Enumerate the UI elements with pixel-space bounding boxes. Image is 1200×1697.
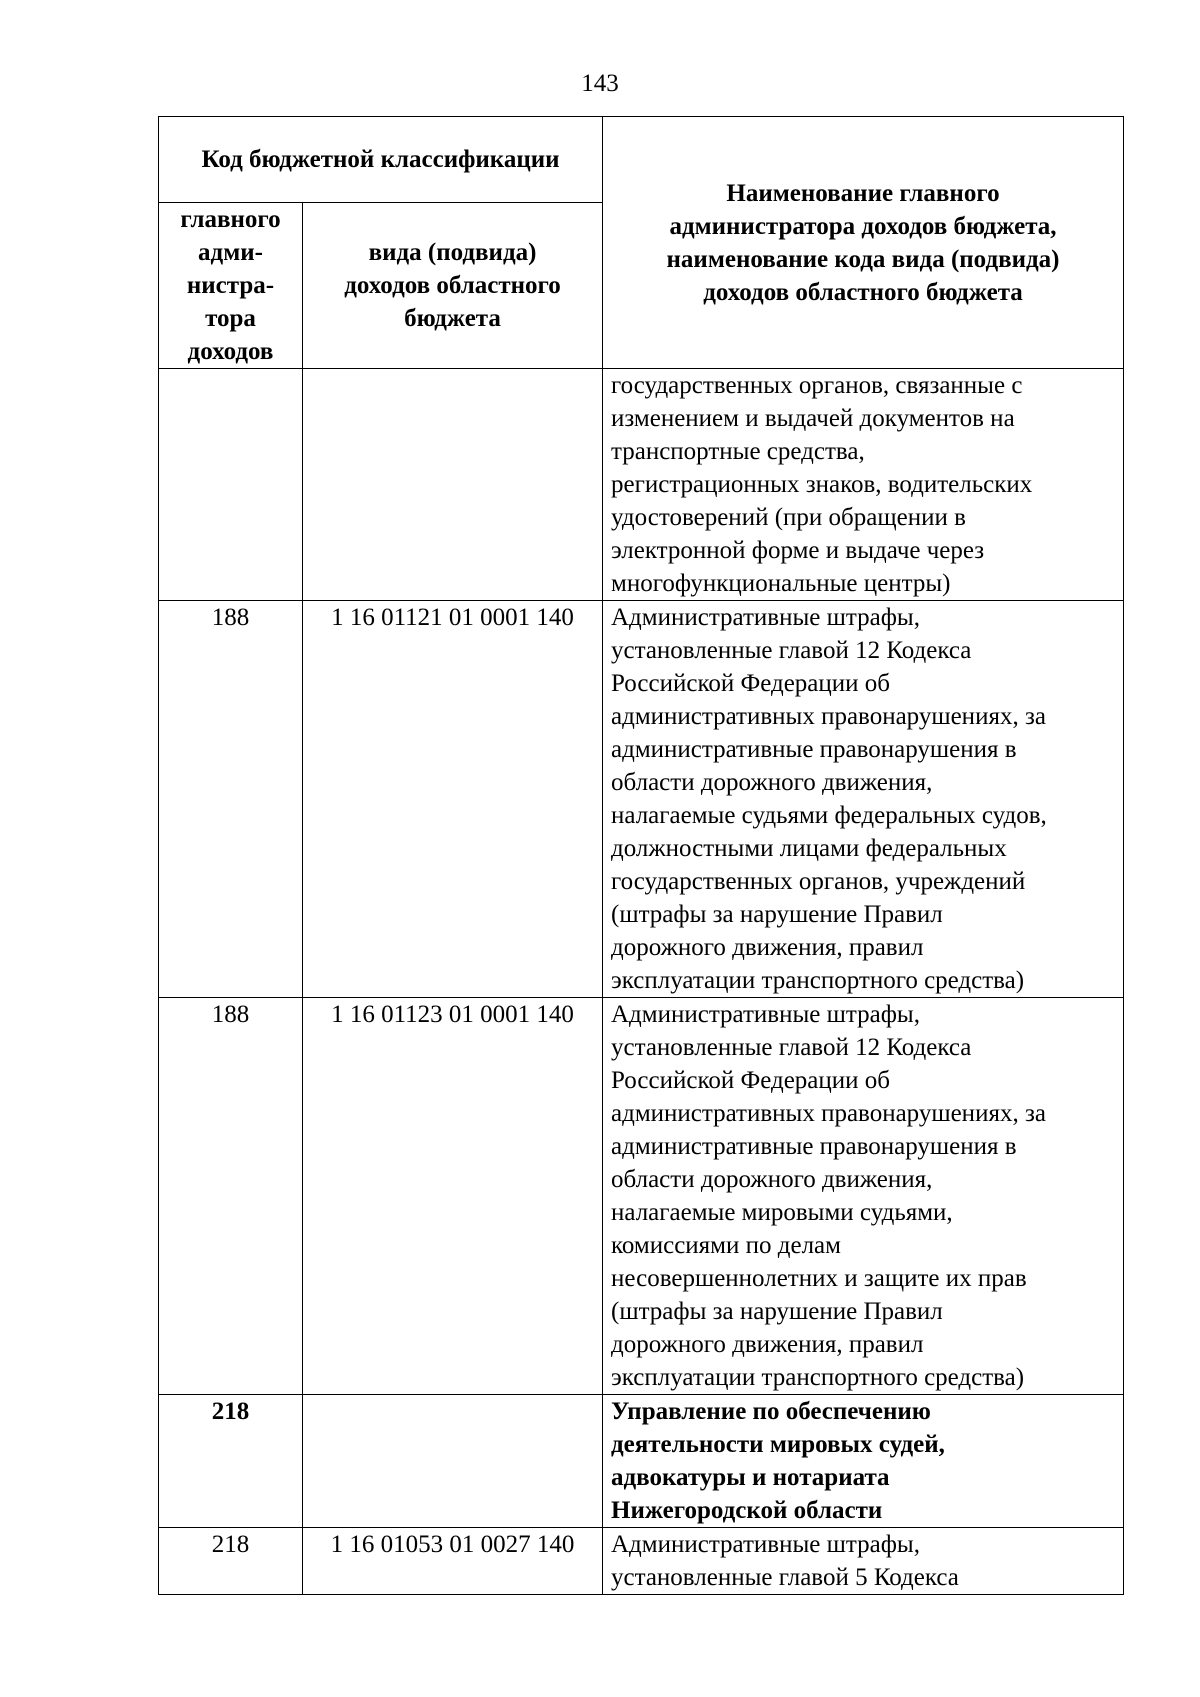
description-line: многофункциональные центры) <box>611 570 951 597</box>
description-cell <box>603 601 1124 998</box>
table-row <box>159 1395 1124 1528</box>
description-line: Российской Федерации об <box>611 670 890 697</box>
header-budget-code-group: Код бюджетной классификации <box>159 117 603 203</box>
description-line: Нижегородской области <box>611 1497 883 1524</box>
header-admin-line: нистра- <box>186 272 275 299</box>
income-type-code-cell <box>303 1395 603 1528</box>
header-admin-column <box>159 203 303 369</box>
income-type-code-cell: 1 16 01123 01 0001 140 <box>303 998 603 1395</box>
description-line: административные правонарушения в <box>611 736 1017 763</box>
budget-classification-table <box>158 116 1124 1595</box>
description-line: установленные главой 12 Кодекса <box>611 1034 972 1061</box>
description-line: налагаемые судьями федеральных судов, <box>611 802 1047 829</box>
admin-code-cell: 188 <box>159 601 303 998</box>
description-line: установленные главой 5 Кодекса <box>611 1564 959 1591</box>
description-cell <box>603 369 1124 601</box>
description-line: адвокатуры и нотариата <box>611 1464 890 1491</box>
description-line: области дорожного движения, <box>611 769 933 796</box>
income-type-code-cell <box>303 369 603 601</box>
description-line: изменением и выдачей документов на <box>611 405 1015 432</box>
description-line: Управление по обеспечению <box>611 1398 931 1425</box>
description-line: Административные штрафы, <box>611 604 920 631</box>
header-admin-line: доходов <box>187 338 274 365</box>
description-line: регистрационных знаков, водительских <box>611 471 1033 498</box>
description-line: Административные штрафы, <box>611 1001 920 1028</box>
description-line: удостоверений (при обращении в <box>611 504 966 531</box>
description-line: налагаемые мировыми судьями, <box>611 1199 953 1226</box>
header-name-line: администратора доходов бюджета, <box>669 212 1057 240</box>
income-type-code-cell: 1 16 01053 01 0027 140 <box>303 1528 603 1595</box>
description-line: установленные главой 12 Кодекса <box>611 637 972 664</box>
page-number: 143 <box>581 70 619 97</box>
description-line: (штрафы за нарушение Правил <box>611 1298 943 1325</box>
description-cell <box>603 1528 1124 1595</box>
header-admin-line: главного <box>180 206 281 233</box>
description-line: дорожного движения, правил <box>611 1331 924 1358</box>
description-cell <box>603 1395 1124 1528</box>
description-line: государственных органов, связанные с <box>611 372 1023 399</box>
description-line: несовершеннолетних и защите их прав <box>611 1265 1027 1292</box>
description-line: электронной форме и выдаче через <box>611 537 985 564</box>
table-row <box>159 1528 1124 1595</box>
admin-code-cell: 218 <box>159 1528 303 1595</box>
description-cell <box>603 998 1124 1395</box>
description-line: (штрафы за нарушение Правил <box>611 901 943 928</box>
header-type-line: доходов областного <box>344 272 561 299</box>
description-line: транспортные средства, <box>611 438 865 465</box>
description-line: административных правонарушениях, за <box>611 703 1046 730</box>
description-line: Российской Федерации об <box>611 1067 890 1094</box>
description-line: административные правонарушения в <box>611 1133 1017 1160</box>
description-line: государственных органов, учреждений <box>611 868 1026 895</box>
description-line: эксплуатации транспортного средства) <box>611 967 1025 994</box>
income-type-code-cell: 1 16 01121 01 0001 140 <box>303 601 603 998</box>
description-line: эксплуатации транспортного средства) <box>611 1364 1025 1391</box>
header-name-line: наименование кода вида (подвида) <box>666 245 1060 273</box>
description-line: Административные штрафы, <box>611 1531 920 1558</box>
description-line: комиссиями по делам <box>611 1232 841 1259</box>
description-line: административных правонарушениях, за <box>611 1100 1046 1127</box>
header-name-column <box>603 117 1124 369</box>
header-name-line: доходов областного бюджета <box>703 278 1023 306</box>
header-type-line: вида (подвида) <box>368 239 537 266</box>
admin-code-cell: 218 <box>159 1395 303 1528</box>
header-income-type-column <box>303 203 603 369</box>
table-row <box>159 601 1124 998</box>
table-row <box>159 998 1124 1395</box>
admin-code-cell: 188 <box>159 998 303 1395</box>
table-row <box>159 369 1124 601</box>
table-body <box>159 369 1124 1595</box>
header-name-line: Наименование главного <box>726 179 1000 207</box>
admin-code-cell <box>159 369 303 601</box>
description-line: деятельности мировых судей, <box>611 1431 945 1458</box>
header-type-line: бюджета <box>404 305 501 332</box>
description-line: дорожного движения, правил <box>611 934 924 961</box>
header-admin-line: адми- <box>198 239 263 266</box>
description-line: области дорожного движения, <box>611 1166 933 1193</box>
header-admin-line: тора <box>205 305 256 332</box>
description-line: должностными лицами федеральных <box>611 835 1007 862</box>
